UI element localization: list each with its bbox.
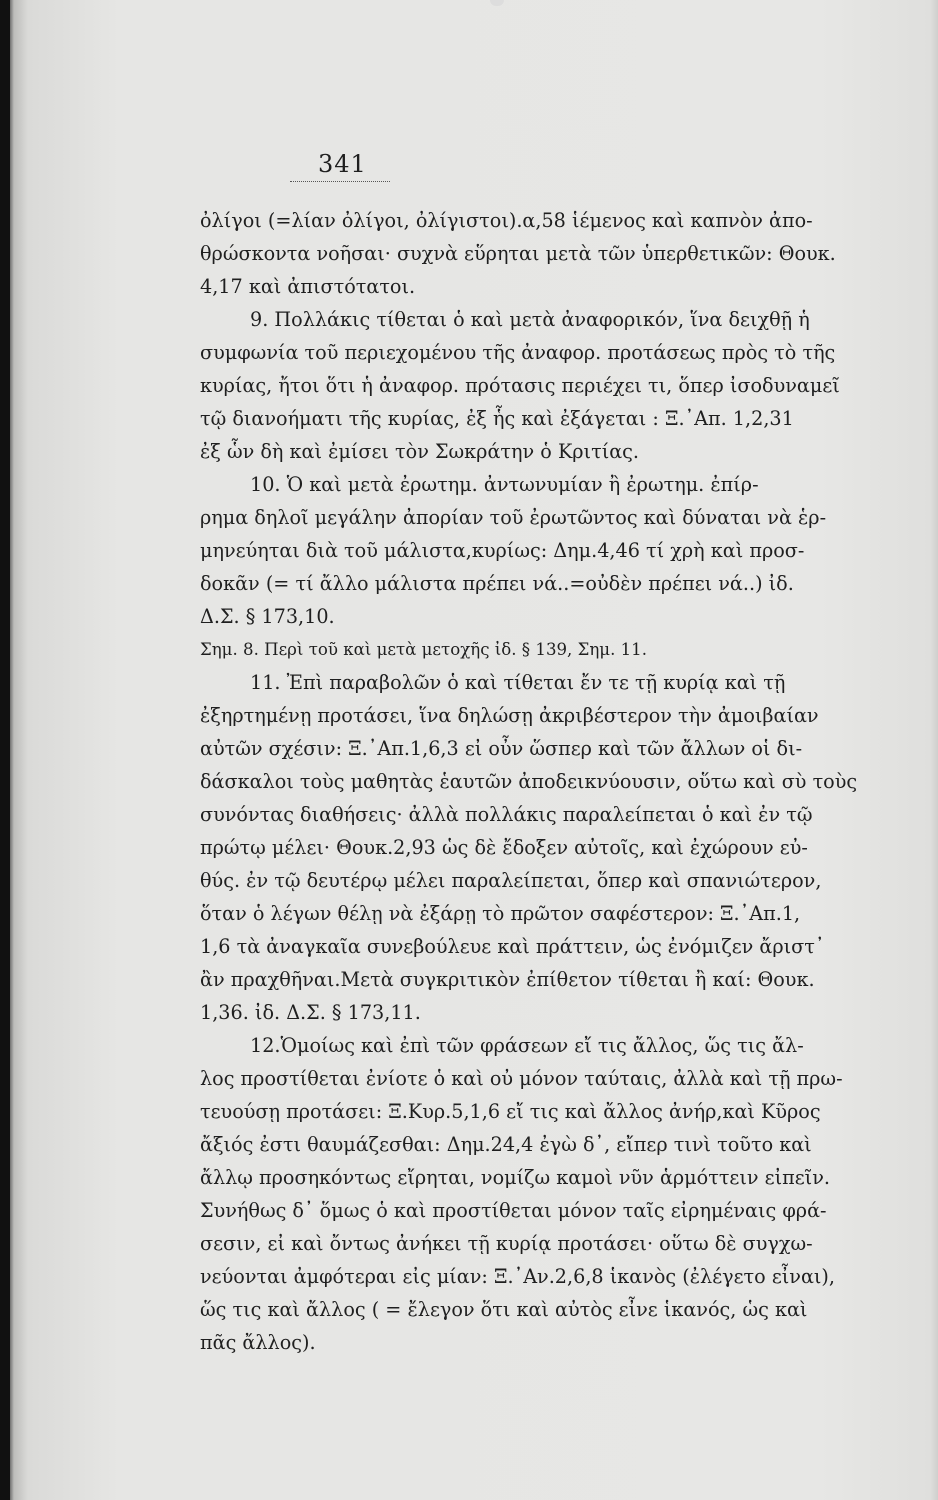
text-line: πᾶς ἄλλος). [200,1331,316,1354]
text-line: ὀλίγοι (=λίαν ὀλίγοι, ὀλίγιστοι).α,58 ἱέμενος καὶ καπνὸν ἀπο- [200,209,813,232]
text-line: μηνεύηται διὰ τοῦ μάλιστα,κυρίως: Δημ.4,46 τί χρὴ καὶ προσ- [200,539,805,562]
text-line: Συνήθως δ᾿ ὅμως ὁ καὶ προστίθεται μόνον ταῖς εἰρημέναις φρά- [200,1199,827,1222]
text-line: συνόντας διαθήσεις· ἀλλὰ πολλάκις παραλείπεται ὁ καὶ ἐν τῷ [200,803,813,826]
body-text [200,204,858,1359]
text-line: 4,17 καὶ ἀπιστότατοι. [200,275,416,298]
text-line: ἄξιός ἐστι θαυμάζεσθαι: Δημ.24,4 ἐγὼ δ᾿, εἴπερ τινὶ τοῦτο καὶ [200,1133,812,1156]
text-line: λος προστίθεται ἐνίοτε ὁ καὶ οὐ μόνον ταύταις, ἀλλὰ καὶ τῇ πρω- [200,1067,843,1090]
text-line: δοκᾶν (= τί ἄλλο μάλιστα πρέπει νά..=οὐδὲν πρέπει νά..) ἰδ. [200,572,794,595]
text-line: κυρίας, ἤτοι ὅτι ἡ ἀναφορ. πρότασις περιέχει τι, ὅπερ ἰσοδυναμεῖ [200,374,840,397]
text-line: συμφωνία τοῦ περιεχομένου τῆς ἀναφορ. προτάσεως πρὸς τὸ τῆς [200,341,836,364]
text-line: 1,6 τὰ ἀναγκαῖα συνεβούλευε καὶ πράττειν, ὡς ἐνόμιζεν ἄριστ᾿ [200,935,825,958]
text-line: ἄλλῳ προσηκόντως εἴρηται, νομίζω καμοὶ νῦν ἁρμόττειν εἰπεῖν. [200,1166,830,1189]
text-line: ρημα δηλοῖ μεγάλην ἀπορίαν τοῦ ἐρωτῶντος καὶ δύναται νὰ ἑρ- [200,506,827,529]
text-line: θρώσκοντα νοῆσαι· συχνὰ εὕρηται μετὰ τῶν ὑπερθετικῶν: Θουκ. [200,242,836,265]
text-line: Δ.Σ. § 173,10. [200,605,335,628]
text-line: σεσιν, εἰ καὶ ὄντως ἀνήκει τῇ κυρίᾳ προτάσει· οὕτω δὲ συγχω- [200,1232,813,1255]
text-line: πρώτῳ μέλει· Θουκ.2,93 ὡς δὲ ἔδοξεν αὐτοῖς, καὶ ἐχώρουν εὐ- [200,836,808,859]
text-line: ἐξ ὧν δὴ καὶ ἐμίσει τὸν Σωκράτην ὁ Κριτίας. [200,440,640,463]
text-line: 12.Ὁμοίως καὶ ἐπὶ τῶν φράσεων εἴ τις ἄλλος, ὥς τις ἄλ- [250,1034,804,1057]
text-line: ἐξηρτημένῃ προτάσει, ἵνα δηλώσῃ ἀκριβέστερον τὴν ἀμοιβαίαν [200,704,819,727]
text-line: αὐτῶν σχέσιν: Ξ.᾿Απ.1,6,3 εἰ οὖν ὥσπερ καὶ τῶν ἄλλων οἱ δι- [200,737,803,760]
text-line: ὥς τις καὶ ἄλλος ( = ἔλεγον ὅτι καὶ αὐτὸς εἶνε ἱκανός, ὡς καὶ [200,1298,808,1321]
text-line: 1,36. ἰδ. Δ.Σ. § 173,11. [200,1001,421,1024]
text-line: τευούσῃ προτάσει: Ξ.Κυρ.5,1,6 εἴ τις καὶ ἄλλος ἀνήρ,καὶ Κῦρος [200,1100,821,1123]
page-number: 341 [318,150,367,178]
text-line: 11. Ἐπὶ παραβολῶν ὁ καὶ τίθεται ἔν τε τῇ κυρίᾳ καὶ τῇ [250,671,786,694]
text-line: δάσκαλοι τοὺς μαθητὰς ἑαυτῶν ἀποδεικνύουσιν, οὕτω καὶ σὺ τοὺς [200,770,858,793]
text-line: 9. Πολλάκις τίθεται ὁ καὶ μετὰ ἀναφορικόν, ἵνα δειχθῇ ἡ [250,308,810,331]
top-edge-mark [490,0,504,6]
text-line: 10. Ὁ καὶ μετὰ ἐρωτημ. ἀντωνυμίαν ἢ ἐρωτημ. ἐπίρ- [250,473,759,496]
text-line: ἂν πραχθῆναι.Μετὰ συγκριτικὸν ἐπίθετον τίθεται ἢ καί: Θουκ. [200,968,815,991]
text-line: τῷ διανοήματι τῆς κυρίας, ἐξ ἧς καὶ ἐξάγεται : Ξ.᾿Απ. 1,2,31 [200,407,794,430]
text-line: νεύονται ἀμφότεραι εἰς μίαν: Ξ.᾿Αν.2,6,8 ἱκανὸς (ἐλέγετο εἶναι), [200,1265,836,1288]
text-line: ὅταν ὁ λέγων θέλῃ νὰ ἐξάρῃ τὸ πρῶτον σαφέστερον: Ξ.᾿Απ.1, [200,902,801,925]
page-gutter [0,0,10,1500]
text-line: θύς. ἐν τῷ δευτέρῳ μέλει παραλείπεται, ὅπερ καὶ σπανιώτερον, [200,869,822,892]
footnote-line: Σημ. 8. Περὶ τοῦ καὶ μετὰ μετοχῆς ἰδ. § 139, Σημ. 11. [200,640,648,659]
header-rule [290,181,390,182]
